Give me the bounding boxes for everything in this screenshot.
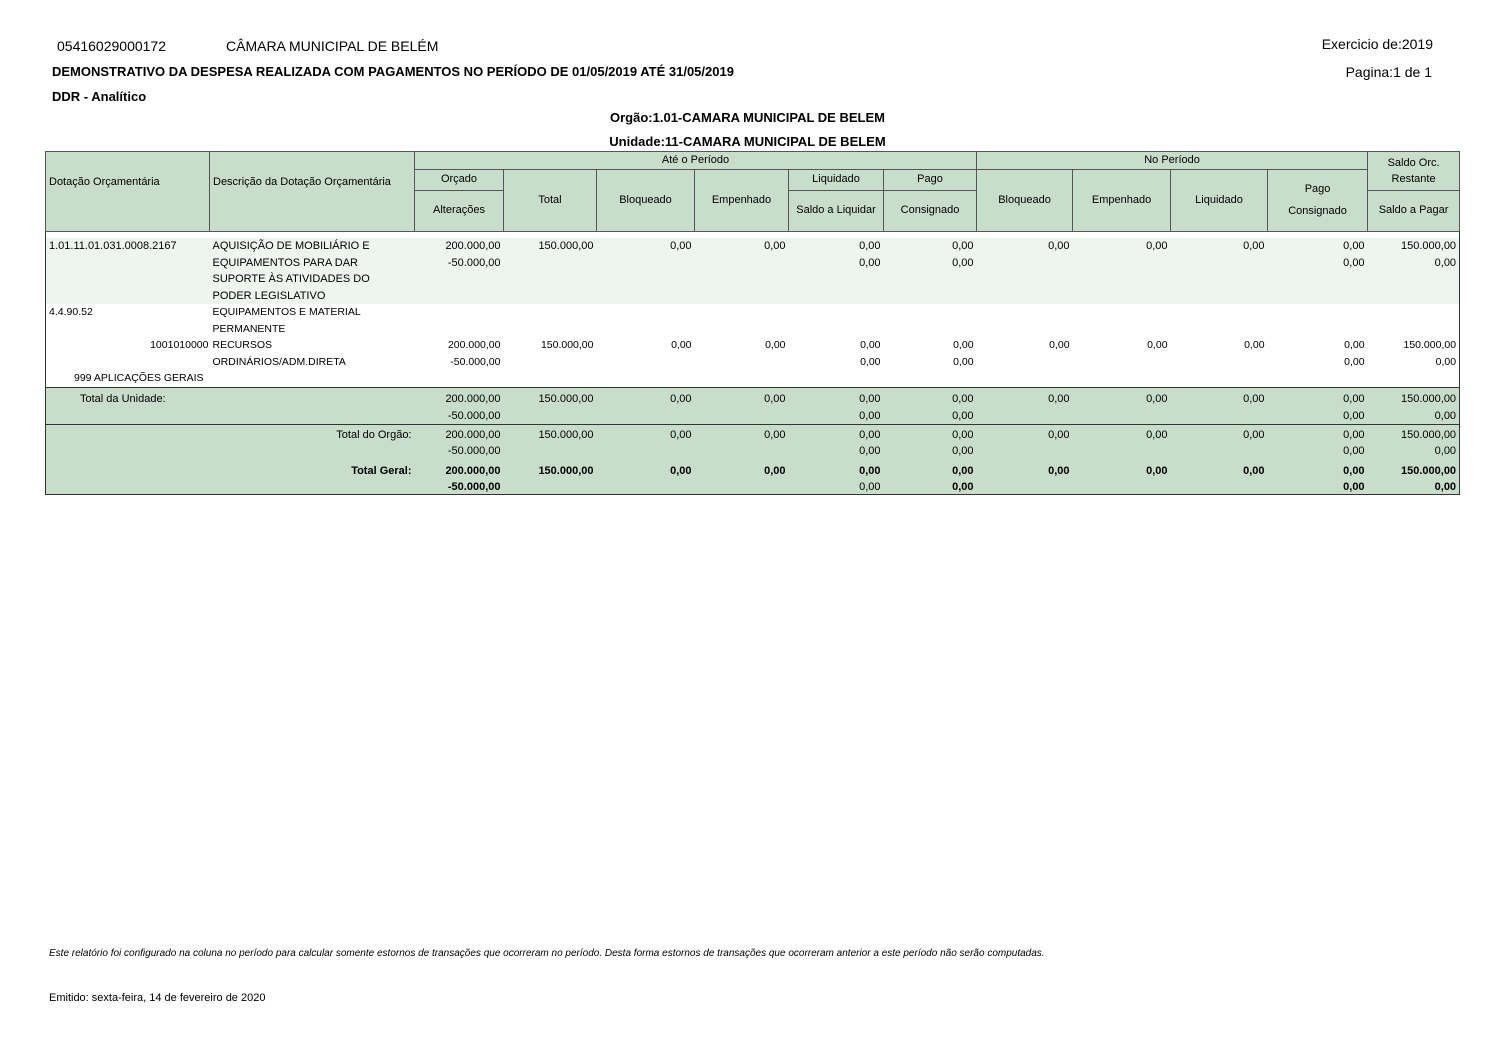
table-row xyxy=(46,370,1460,387)
bloqueado-value: 0,00 xyxy=(597,427,695,444)
fonte-desc: RECURSOS xyxy=(212,339,273,351)
aplicacao-label: 999 APLICAÇÕES GERAIS xyxy=(74,372,204,384)
orcado-value: 200.000,00 xyxy=(415,391,504,408)
pago-value: 0,00 xyxy=(884,460,977,480)
total-geral-label: Total Geral: xyxy=(46,460,415,480)
col-saldo-orc xyxy=(1368,152,1460,191)
liquidado-value: 0,00 xyxy=(789,238,884,255)
np-bloqueado-value: 0,00 xyxy=(977,391,1073,408)
dotacao-desc: PODER LEGISLATIVO xyxy=(210,288,415,305)
footer-note: Este relatório foi configurado na coluna no período para calcular somente estornos de transações que ocorreram no período. Desta forma estornos de transações que ocorreram anterior a este período não serão computadas. xyxy=(49,948,1045,959)
saldo-liquidar-value: 0,00 xyxy=(860,355,881,368)
col-empenhado: Empenhado xyxy=(695,169,789,231)
orcado-value: 200.000,00 xyxy=(415,427,504,444)
alteracoes-value: -50.000,00 xyxy=(415,255,504,272)
np-consignado-value: 0,00 xyxy=(1344,355,1365,368)
col-saldo-liquidar: Saldo a Liquidar xyxy=(789,190,884,231)
orcado-value: 200.000,00 xyxy=(415,460,504,480)
orcado-value: 200.000,00 xyxy=(447,339,501,351)
saldo-liquidar-value: 0,00 xyxy=(789,480,884,495)
col-saldo-pagar: Saldo a Pagar xyxy=(1368,190,1460,231)
orcado-value: 200.000,00 xyxy=(415,238,504,255)
saldo-orc-value: 150.000,00 xyxy=(1368,238,1460,255)
consignado-value: 0,00 xyxy=(884,408,977,425)
col-liquidado: Liquidado xyxy=(789,169,884,190)
np-empenhado-value: 0,00 xyxy=(1073,427,1171,444)
pago-value: 0,00 xyxy=(884,238,977,255)
empenhado-value: 0,00 xyxy=(695,238,789,255)
np-pago-value: 0,00 xyxy=(1268,427,1368,444)
table-row xyxy=(46,321,1460,338)
np-empenhado-value: 0,00 xyxy=(1147,339,1168,351)
col-dotacao xyxy=(46,152,210,232)
footer-emitido: Emitido: sexta-feira, 14 de fevereiro de 2020 xyxy=(49,992,266,1004)
np-bloqueado-value: 0,00 xyxy=(977,238,1073,255)
total-value: 150.000,00 xyxy=(540,339,594,351)
table-row xyxy=(46,288,1460,305)
report-subtitle: DDR - Analítico xyxy=(52,89,147,104)
table-row xyxy=(46,443,1460,460)
table-row xyxy=(46,337,1460,354)
table-row xyxy=(46,460,1460,480)
pago-value: 0,00 xyxy=(884,427,977,444)
bloqueado-value: 0,00 xyxy=(597,391,695,408)
bloqueado-value: 0,00 xyxy=(671,339,692,351)
elemento-section xyxy=(46,304,1460,387)
total-orgao-section xyxy=(46,425,1460,460)
np-liquidado-value: 0,00 xyxy=(1171,238,1268,255)
np-consignado-value: 0,00 xyxy=(1268,480,1368,495)
table-row xyxy=(46,480,1460,495)
entity-name: CÂMARA MUNICIPAL DE BELÉM xyxy=(226,38,439,54)
col-np-consignado-label: Consignado xyxy=(1288,205,1347,217)
np-bloqueado-value: 0,00 xyxy=(977,427,1073,444)
table-row xyxy=(46,408,1460,425)
table-row xyxy=(46,354,1460,371)
col-orcado: Orçado xyxy=(415,169,504,190)
pago-value: 0,00 xyxy=(884,391,977,408)
unidade-heading: Unidade:11-CAMARA MUNICIPAL DE BELEM xyxy=(609,134,886,149)
elemento-code: 4.4.90.52 xyxy=(49,306,93,318)
page-number: Pagina:1 de 1 xyxy=(1345,64,1432,80)
np-empenhado-value: 0,00 xyxy=(1073,391,1171,408)
col-descricao xyxy=(210,152,415,232)
np-pago-value: 0,00 xyxy=(1268,238,1368,255)
table-row xyxy=(46,255,1460,272)
saldo-orc-value: 150.000,00 xyxy=(1403,339,1457,351)
group-no-periodo: No Período xyxy=(977,152,1368,170)
saldo-pagar-value: 0,00 xyxy=(1368,408,1460,425)
orgao-heading: Orgão:1.01-CAMARA MUNICIPAL DE BELEM xyxy=(610,110,885,125)
consignado-value: 0,00 xyxy=(884,255,977,272)
total-value: 150.000,00 xyxy=(504,460,597,480)
liquidado-value: 0,00 xyxy=(789,460,884,480)
table-row xyxy=(46,271,1460,288)
table-row xyxy=(46,304,1460,321)
saldo-liquidar-value: 0,00 xyxy=(789,408,884,425)
np-consignado-value: 0,00 xyxy=(1268,443,1368,460)
col-np-bloqueado: Bloqueado xyxy=(977,169,1073,231)
saldo-pagar-value: 0,00 xyxy=(1368,443,1460,460)
spacer xyxy=(46,231,1460,238)
bloqueado-value: 0,00 xyxy=(597,238,695,255)
col-total: Total xyxy=(504,169,597,231)
dotacao-code: 1.01.11.01.031.0008.2167 xyxy=(46,238,210,255)
liquidado-value: 0,00 xyxy=(789,391,884,408)
empenhado-value: 0,00 xyxy=(695,391,789,408)
empenhado-value: 0,00 xyxy=(695,427,789,444)
np-liquidado-value: 0,00 xyxy=(1244,339,1265,351)
exercicio-label: Exercicio de:2019 xyxy=(1321,36,1433,52)
expense-table xyxy=(45,151,1460,495)
liquidado-value: 0,00 xyxy=(789,427,884,444)
consignado-value: 0,00 xyxy=(953,355,974,368)
saldo-orc-value: 150.000,00 xyxy=(1368,427,1460,444)
total-value: 150.000,00 xyxy=(504,238,597,255)
saldo-liquidar-value: 0,00 xyxy=(789,255,884,272)
np-empenhado-value: 0,00 xyxy=(1073,460,1171,480)
col-bloqueado: Bloqueado xyxy=(597,169,695,231)
col-np-pago-label: Pago xyxy=(1304,183,1331,195)
liquidado-value: 0,00 xyxy=(860,339,881,351)
np-pago-value: 0,00 xyxy=(1344,339,1365,351)
np-empenhado-value: 0,00 xyxy=(1073,238,1171,255)
np-consignado-value: 0,00 xyxy=(1268,408,1368,425)
col-consignado: Consignado xyxy=(884,190,977,231)
saldo-pagar-value: 0,00 xyxy=(1368,255,1460,272)
col-descricao-label: Descrição da Dotação Orçamentária xyxy=(213,176,391,188)
np-liquidado-value: 0,00 xyxy=(1171,460,1268,480)
pago-value: 0,00 xyxy=(953,339,974,351)
total-unidade-section xyxy=(46,387,1460,425)
saldo-orc-value: 150.000,00 xyxy=(1368,460,1460,480)
dotacao-desc: SUPORTE ÀS ATIVIDADES DO xyxy=(210,271,415,288)
alteracoes-value: -50.000,00 xyxy=(415,408,504,425)
total-geral-section xyxy=(46,460,1460,495)
total-orgao-label: Total do Orgão: xyxy=(46,427,415,444)
table-row xyxy=(46,427,1460,444)
empenhado-value: 0,00 xyxy=(765,339,786,351)
dotacao-desc: EQUIPAMENTOS PARA DAR xyxy=(210,255,415,272)
saldo-pagar-value: 0,00 xyxy=(1435,355,1457,368)
col-np-empenhado: Empenhado xyxy=(1073,169,1171,231)
alteracoes-value: -50.000,00 xyxy=(415,443,504,460)
col-np-liquidado: Liquidado xyxy=(1171,169,1268,231)
empenhado-value: 0,00 xyxy=(695,460,789,480)
alteracoes-value: -50.000,00 xyxy=(450,355,501,368)
dotacao-section xyxy=(46,238,1460,304)
np-liquidado-value: 0,00 xyxy=(1171,391,1268,408)
col-pago: Pago xyxy=(884,169,977,190)
table-row xyxy=(46,238,1460,255)
dotacao-desc: AQUISIÇÃO DE MOBILIÁRIO E xyxy=(210,238,415,255)
col-dotacao-label: Dotação Orçamentária xyxy=(49,176,160,188)
fonte-code: 1001010000 xyxy=(150,339,209,351)
elemento-desc: EQUIPAMENTOS E MATERIAL xyxy=(212,306,361,318)
col-np-pago xyxy=(1268,169,1368,231)
np-bloqueado-value: 0,00 xyxy=(977,460,1073,480)
total-value: 150.000,00 xyxy=(504,427,597,444)
col-alteracoes: Alterações xyxy=(415,190,504,231)
fonte-desc: ORDINÁRIOS/ADM.DIRETA xyxy=(212,355,346,368)
np-pago-value: 0,00 xyxy=(1268,391,1368,408)
table-row xyxy=(46,391,1460,408)
group-ate-periodo: Até o Período xyxy=(415,152,977,170)
bloqueado-value: 0,00 xyxy=(597,460,695,480)
entity-cnpj: 05416029000172 xyxy=(57,38,167,54)
table-header xyxy=(46,152,1460,239)
report-title: DEMONSTRATIVO DA DESPESA REALIZADA COM PAGAMENTOS NO PERÍODO DE 01/05/2019 ATÉ 31/05/2019 xyxy=(52,64,734,79)
col-saldo-orc-label: Saldo Orc. Restante xyxy=(1387,156,1440,185)
consignado-value: 0,00 xyxy=(884,480,977,495)
saldo-orc-value: 150.000,00 xyxy=(1368,391,1460,408)
elemento-desc: PERMANENTE xyxy=(212,322,286,335)
saldo-liquidar-value: 0,00 xyxy=(789,443,884,460)
total-unidade-label: Total da Unidade: xyxy=(46,391,415,408)
saldo-pagar-value: 0,00 xyxy=(1368,480,1460,495)
consignado-value: 0,00 xyxy=(884,443,977,460)
total-value: 150.000,00 xyxy=(504,391,597,408)
alteracoes-value: -50.000,00 xyxy=(415,480,504,495)
np-bloqueado-value: 0,00 xyxy=(1049,339,1070,351)
np-liquidado-value: 0,00 xyxy=(1171,427,1268,444)
np-consignado-value: 0,00 xyxy=(1268,255,1368,272)
np-pago-value: 0,00 xyxy=(1268,460,1368,480)
